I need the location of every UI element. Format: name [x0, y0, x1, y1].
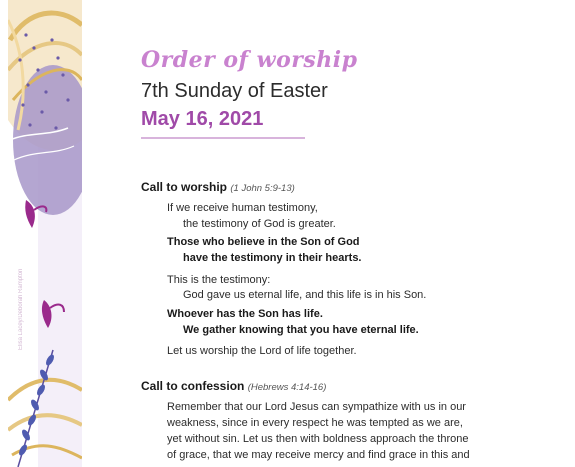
liturgy-line: This is the testimony:: [167, 274, 271, 286]
section-title: Call to worship: [141, 180, 228, 194]
call-to-worship-heading: [141, 180, 295, 194]
liturgy-response: We gather knowing that you have eternal life.: [183, 324, 419, 336]
liturgy-response: have the testimony in their hearts.: [183, 252, 362, 264]
occasion-title: 7th Sunday of Easter: [141, 80, 328, 102]
liturgy-line: If we receive human testimony,: [167, 202, 318, 214]
service-date: May 16, 2021: [141, 108, 264, 130]
paragraph-line: of grace, that we may receive mercy and find grace in this and: [167, 449, 470, 461]
liturgy-response: Whoever has the Son has life.: [167, 308, 323, 320]
liturgy-line: Let us worship the Lord of life together.: [167, 345, 357, 357]
floral-art-icon: [8, 0, 82, 467]
header-divider: [141, 137, 305, 139]
paragraph-line: weakness, since in every respect he was tempted as we are,: [167, 417, 463, 429]
paragraph-line: Remember that our Lord Jesus can sympathize with us in our: [167, 401, 466, 413]
liturgy-line: the testimony of God is greater.: [183, 218, 336, 230]
decorative-side-artwork: [8, 0, 82, 467]
call-to-confession-heading: [141, 379, 326, 393]
scripture-reference: (Hebrews 4:14-16): [247, 382, 327, 393]
section-title: Call to confession: [141, 379, 245, 393]
page-kicker: Order of worship: [141, 47, 358, 73]
liturgy-line: God gave us eternal life, and this life is in his Son.: [183, 289, 427, 301]
liturgy-response: Those who believe in the Son of God: [167, 236, 360, 248]
scripture-reference: (1 John 5:9-13): [230, 183, 295, 194]
image-credit: Elisa Lacey/Deborah Rampton: [18, 268, 24, 350]
paragraph-line: yet without sin. Let us then with boldness approach the throne: [167, 433, 469, 445]
